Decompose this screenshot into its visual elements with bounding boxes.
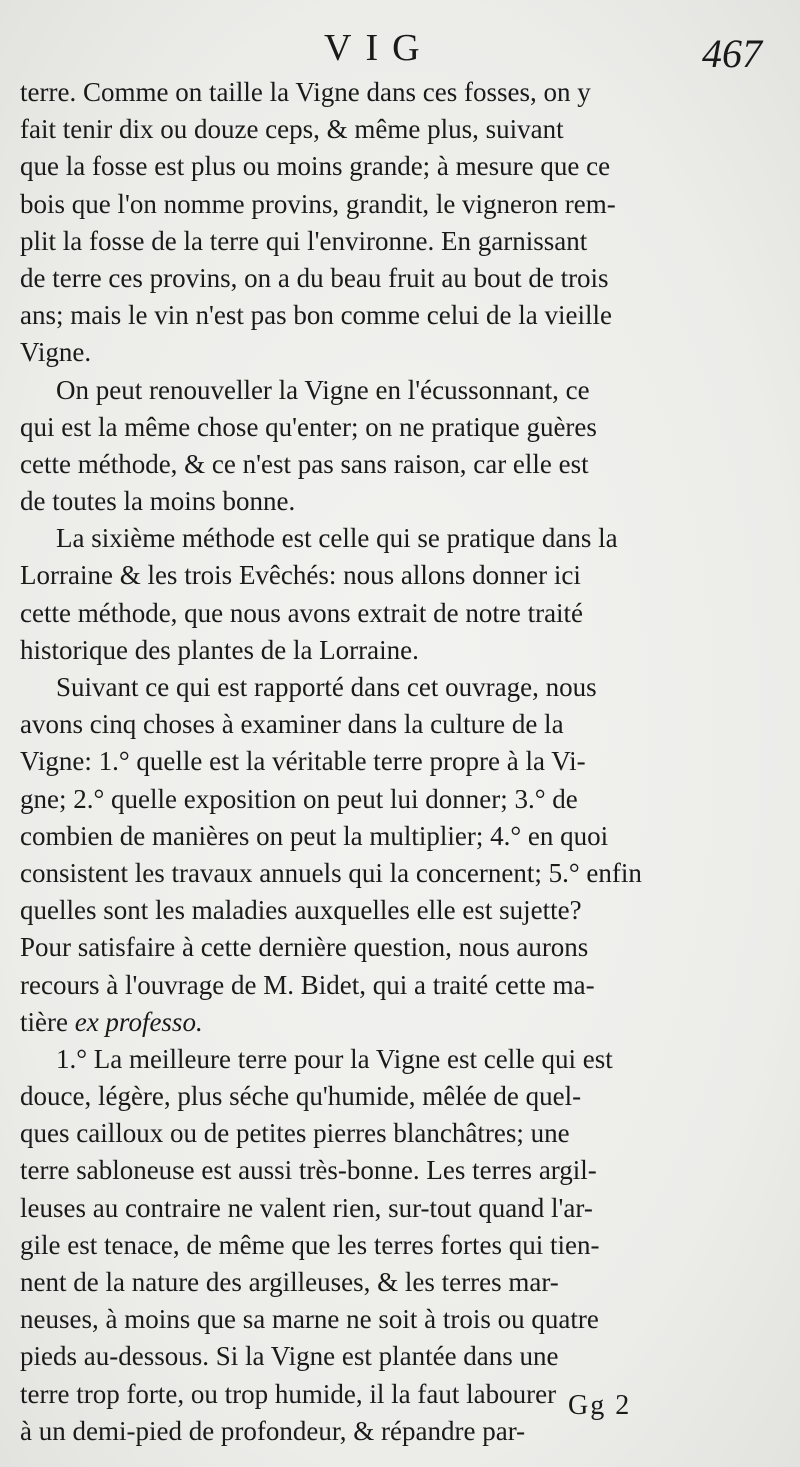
text-line: quelles sont les maladies auxquelles elle est sujette? — [20, 895, 582, 926]
text-line: fait tenir dix ou douze ceps, & même plus, suivant — [20, 114, 564, 145]
italic-phrase: ex professo. — [74, 1006, 203, 1037]
text-line: terre. Comme on taille la Vigne dans ces fosses, on y — [20, 77, 591, 107]
paragraph-start-line: 1.° La meilleure terre pour la Vigne est celle qui est — [56, 1043, 613, 1074]
text-line: plit la fosse de la terre qui l'environne. En garnissant — [20, 225, 588, 256]
text-line: terre trop forte, ou trop humide, il la faut labourer — [20, 1378, 557, 1409]
text-line: combien de manières on peut la multiplier; 4.° en quoi — [20, 820, 609, 851]
text-line: gile est tenace, de même que les terres fortes qui tien- — [20, 1229, 600, 1260]
text-line: leuses au contraire ne valent rien, sur-tout quand l'ar- — [20, 1192, 593, 1223]
text-line: cette méthode, que nous avons extrait de notre traité — [20, 597, 584, 628]
text-line: avons cinq choses à examiner dans la culture de la — [20, 709, 564, 740]
text-line: nent de la nature des argilleuses, & les terres mar- — [20, 1267, 559, 1297]
text-line: de terre ces provins, on a du beau fruit au bout de trois — [20, 262, 609, 293]
text-line: Lorraine & les trois Evêchés: nous allons donner ici — [20, 560, 581, 591]
paragraph-start-line: La sixième méthode est celle qui se pratique dans la — [56, 523, 618, 554]
text-line-with-italic — [20, 1004, 772, 1041]
text-line: gne; 2.° quelle exposition on peut lui donner; 3.° de — [20, 783, 578, 814]
text-line: Pour satisfaire à cette dernière question, nous aurons — [20, 932, 589, 963]
paragraph-start-line: Suivant ce qui est rapporté dans cet ouvrage, nous — [56, 672, 597, 702]
text-line: pieds au-dessous. Si la Vigne est plantée dans une — [20, 1341, 559, 1372]
text-fragment: tière — [20, 1006, 75, 1037]
text-line: historique des plantes de la Lorraine. — [20, 634, 419, 665]
text-line: de toutes la moins bonne. — [20, 486, 296, 517]
text-line: Vigne: 1.° quelle est la véritable terre propre à la Vi- — [20, 746, 586, 777]
text-line: terre sabloneuse est aussi très-bonne. Les terres argil- — [20, 1155, 597, 1186]
text-line: bois que l'on nomme provins, grandit, le vigneron rem- — [20, 188, 616, 219]
text-line: ques cailloux ou de petites pierres blanchâtres; une — [20, 1118, 570, 1149]
paragraph-start-line: On peut renouveller la Vigne en l'écussonnant, ce — [56, 374, 590, 405]
text-line: Vigne. — [20, 337, 92, 368]
text-line: consistent les travaux annuels qui la concernent; 5.° enfin — [20, 857, 642, 888]
text-line: cette méthode, & ce n'est pas sans raison, car elle est — [20, 448, 589, 479]
page-number: 467 — [702, 31, 762, 76]
text-line: neuses, à moins que sa marne ne soit à trois ou quatre — [20, 1304, 599, 1335]
text-line: douce, légère, plus séche qu'humide, mêlée de quel- — [20, 1081, 582, 1112]
signature-mark: Gg 2 — [568, 1390, 632, 1421]
text-line: à un demi-pied de profondeur, & répandre par- — [20, 1415, 526, 1446]
text-line: recours à l'ouvrage de M. Bidet, qui a traité cette ma- — [20, 969, 595, 1000]
text-line: que la fosse est plus ou moins grande; à mesure que ce — [20, 151, 611, 182]
text-line: ans; mais le vin n'est pas bon comme celui de la vieille — [20, 300, 612, 331]
body-text — [20, 74, 772, 1450]
text-line: qui est la même chose qu'enter; on ne pratique guères — [20, 411, 597, 442]
running-title: VIG — [324, 27, 434, 69]
running-head — [0, 22, 800, 76]
